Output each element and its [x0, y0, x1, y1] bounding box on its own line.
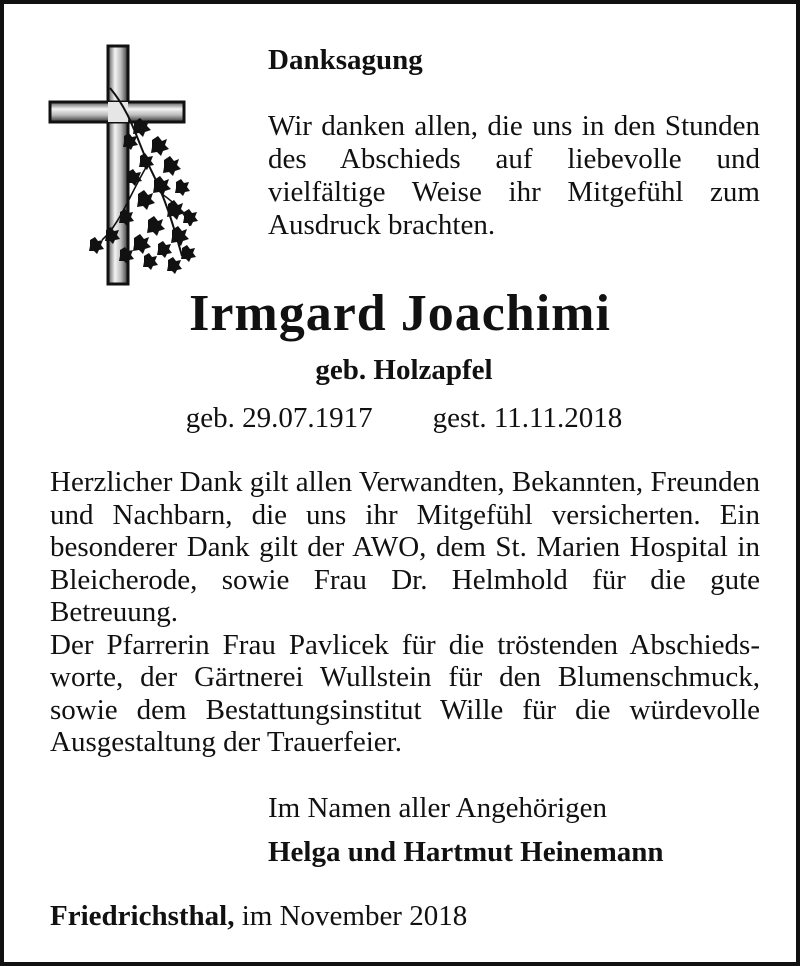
thanks-body	[50, 466, 760, 759]
intro-text: Wir danken allen, die uns in den Stunden des Abschieds auf liebevolle und vielfältige Weise ihr Mitgefühl zum Ausdruck brachten.	[268, 110, 760, 241]
maiden-name: geb. Holzapfel	[315, 354, 493, 386]
cross-icon	[44, 44, 204, 289]
notice-heading: Danksagung	[268, 44, 423, 76]
life-dates	[4, 400, 800, 436]
birth-date: geb. 29.07.1917	[185, 402, 373, 434]
signers: Helga und Hartmut Heinemann	[268, 836, 664, 868]
place-date-line	[50, 898, 467, 934]
closing-line: Im Namen aller Angehörigen	[268, 792, 608, 824]
deceased-name: Irmgard Joachimi	[189, 285, 611, 342]
notice-date: im November 2018	[241, 900, 468, 932]
death-date: gest. 11.11.2018	[432, 402, 623, 434]
thanks-paragraph-1: Herzlicher Dank gilt allen Verwandten, Bekannten, Freunden und Nachbarn, die uns ihr Mitgefühl versicherten. Ein besonderer Dank gilt der AWO, dem St. Marien Hospital in Bleicherode, sowie Frau Dr. Helmhold für die gute Betreuung.	[50, 466, 760, 628]
place-name: Friedrichsthal,	[50, 900, 235, 932]
thanks-paragraph-2: Der Pfarrerin Frau Pavlicek für die tröstenden Abschieds-worte, der Gärtnerei Wullstein für den Blumenschmuck, sowie dem Bestattungsinstitut Wille für die würdevolle Ausgestaltung der Trauerfeier.	[50, 628, 760, 758]
